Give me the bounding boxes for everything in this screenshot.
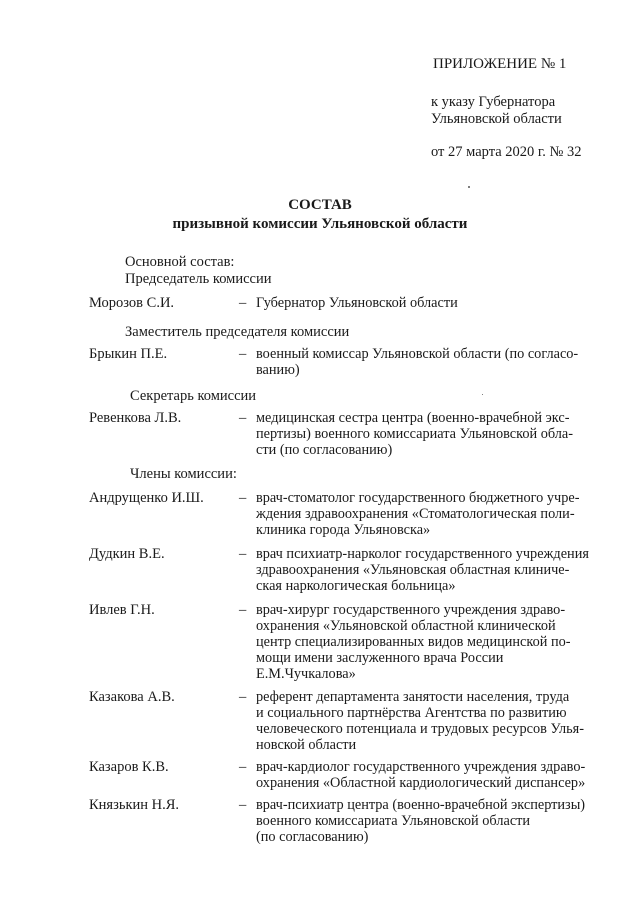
section-main-composition: Основной состав: [125, 254, 235, 270]
scan-speck [482, 394, 483, 395]
person-name: Казаров К.В. [89, 759, 169, 775]
position-line: военный комиссар Ульяновской области (по согласо- [256, 346, 579, 362]
position-line: медицинская сестра центра (военно-врачебной экс- [256, 410, 570, 426]
decree-reference-line1: к указу Губернатора [431, 94, 556, 110]
position-line: врач-хирург государственного учреждения здраво- [256, 602, 566, 618]
decree-date: от 27 марта 2020 г. № 32 [431, 144, 582, 160]
position-line: мощи имени заслуженного врача России [256, 650, 504, 666]
section-chairman: Председатель комиссии [125, 271, 272, 287]
position-line: врач-кардиолог государственного учреждения здраво- [256, 759, 586, 775]
person-name: Брыкин П.Е. [89, 346, 168, 362]
position-line: здравоохранения «Ульяновская областная клиниче- [256, 562, 570, 578]
position-line: новской области [256, 737, 357, 753]
person-name: Дудкин В.Е. [89, 546, 165, 562]
person-name: Ивлев Г.Н. [89, 602, 155, 618]
position-line: военного комиссариата Ульяновской области [256, 813, 531, 829]
person-name: Морозов С.И. [89, 295, 175, 311]
dash-separator: – [239, 346, 247, 362]
position-line: (по согласованию) [256, 829, 369, 845]
person-position [256, 759, 608, 791]
position-line: охранения «Ульяновской областной клинической [256, 618, 556, 634]
position-line: ванию) [256, 362, 300, 378]
position-line: клиника города Ульяновска» [256, 522, 431, 538]
document-title: СОСТАВ [288, 197, 352, 213]
document-subtitle: призывной комиссии Ульяновской области [172, 216, 468, 232]
scan-speck [468, 186, 470, 188]
person-name: Князькин Н.Я. [89, 797, 180, 813]
position-line: пертизы) военного комиссариата Ульяновской обла- [256, 426, 574, 442]
dash-separator: – [239, 689, 247, 705]
person-position [256, 295, 608, 311]
person-position [256, 410, 608, 458]
section-deputy: Заместитель председателя комиссии [125, 324, 350, 340]
person-name: Казакова А.В. [89, 689, 175, 705]
person-position [256, 602, 608, 682]
section-members: Члены комиссии: [130, 466, 237, 482]
position-line: и социального партнёрства Агентства по развитию [256, 705, 567, 721]
position-line: референт департамента занятости населения, труда [256, 689, 570, 705]
dash-separator: – [239, 759, 247, 775]
person-position [256, 546, 608, 594]
position-line: охранения «Областной кардиологический диспансер» [256, 775, 586, 791]
dash-separator: – [239, 797, 247, 813]
dash-separator: – [239, 602, 247, 618]
person-position [256, 689, 608, 753]
decree-reference-line2: Ульяновской области [431, 111, 562, 127]
person-name: Андрущенко И.Ш. [89, 490, 204, 506]
position-line: врач-стоматолог государственного бюджетного учре- [256, 490, 580, 506]
person-name: Ревенкова Л.В. [89, 410, 182, 426]
position-line: ждения здравоохранения «Стоматологическая поли- [256, 506, 575, 522]
dash-separator: – [239, 546, 247, 562]
position-line: центр специализированных видов медицинской по- [256, 634, 571, 650]
appendix-number: ПРИЛОЖЕНИЕ № 1 [433, 56, 567, 72]
position-line: сти (по согласованию) [256, 442, 393, 458]
person-position [256, 346, 608, 378]
position-line: врач психиатр-нарколог государственного учреждения [256, 546, 589, 562]
position-line: врач-психиатр центра (военно-врачебной экспертизы) [256, 797, 586, 813]
position-line: ская наркологическая больница» [256, 578, 456, 594]
position-line: Е.М.Чучкалова» [256, 666, 356, 682]
dash-separator: – [239, 410, 247, 426]
dash-separator: – [239, 295, 247, 311]
section-secretary: Секретарь комиссии [130, 388, 257, 404]
position-line: человеческого потенциала и трудовых ресурсов Улья- [256, 721, 584, 737]
person-position [256, 490, 608, 538]
person-position [256, 797, 608, 845]
dash-separator: – [239, 490, 247, 506]
position-line: Губернатор Ульяновской области [256, 295, 458, 311]
